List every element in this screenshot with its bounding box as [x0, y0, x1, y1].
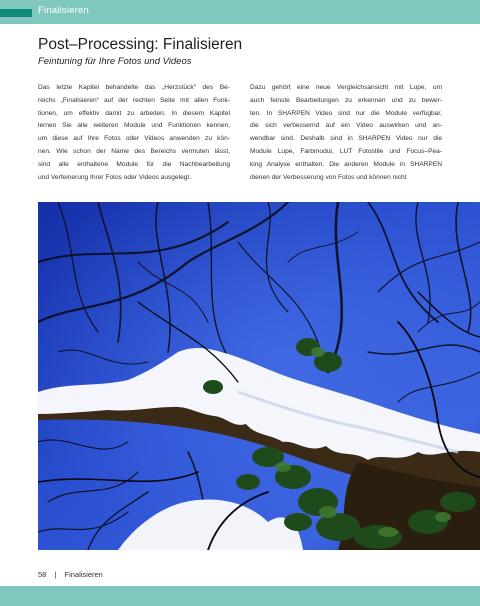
text-line: lernen Sie alle weiteren Module und Funktionen kennen,: [38, 122, 230, 130]
header-bar: [0, 0, 480, 24]
text-line: Dazu gehört eine neue Vergleichsansicht mit Lupe, um: [250, 84, 442, 91]
page-number: 58: [38, 570, 47, 579]
page-title: Post–Processing: Finalisieren: [38, 36, 243, 53]
text-column-left: [38, 82, 230, 184]
snowy-branches-photo: [38, 202, 480, 550]
footer-bar: [0, 586, 480, 606]
text-column-right: [250, 82, 442, 184]
section-label: Finalisieren: [38, 5, 89, 16]
text-line: tionen, um effektiv damit zu arbeiten. In diesem Kapitel: [38, 109, 230, 117]
page-footer: [38, 570, 109, 579]
text-line: wendbar sind. Deshalb sind in SHARPEN Video nur die: [250, 135, 442, 143]
text-line: reichs „Finalisieren“ auf der rechten Seite mit allen Funk-: [38, 96, 230, 104]
text-line: um diese auf Ihre Fotos oder Videos anwenden zu kön-: [38, 135, 230, 143]
text-line: auch feinste Bearbeitungen zu erkennen und zu bewer-: [250, 96, 442, 104]
header-accent-block: [0, 9, 32, 17]
text-line: die sich verbessernd auf ein Video auswirken und an-: [250, 122, 442, 130]
page-subtitle: Feintuning für Ihre Fotos und Videos: [38, 56, 192, 67]
text-line: dienen der Verbesserung von Fotos und können nicht: [250, 173, 407, 181]
footer-section: Finalisieren: [64, 570, 103, 579]
text-line: nen. Wie schon der Name des Bereichs vermuten lässt,: [38, 147, 230, 155]
text-line: Module Lupe, Farbmodul, LUT Fotostile und Focus–Pea-: [250, 147, 442, 155]
text-line: ten. In SHARPEN Video sind nur die Module verfügbar,: [250, 109, 442, 117]
text-line: und Verfeinerung Ihrer Fotos oder Videos ausgelegt.: [38, 173, 192, 181]
footer-separator: |: [54, 570, 57, 579]
text-line: king Analyse enthalten. Die anderen Module in SHARPEN: [250, 160, 442, 168]
text-line: sind alle enthaltene Module für die Nachbearbeitung: [38, 160, 230, 168]
text-line: Das letzte Kapitel behandelte das „Herzstück“ des Be-: [38, 84, 230, 91]
